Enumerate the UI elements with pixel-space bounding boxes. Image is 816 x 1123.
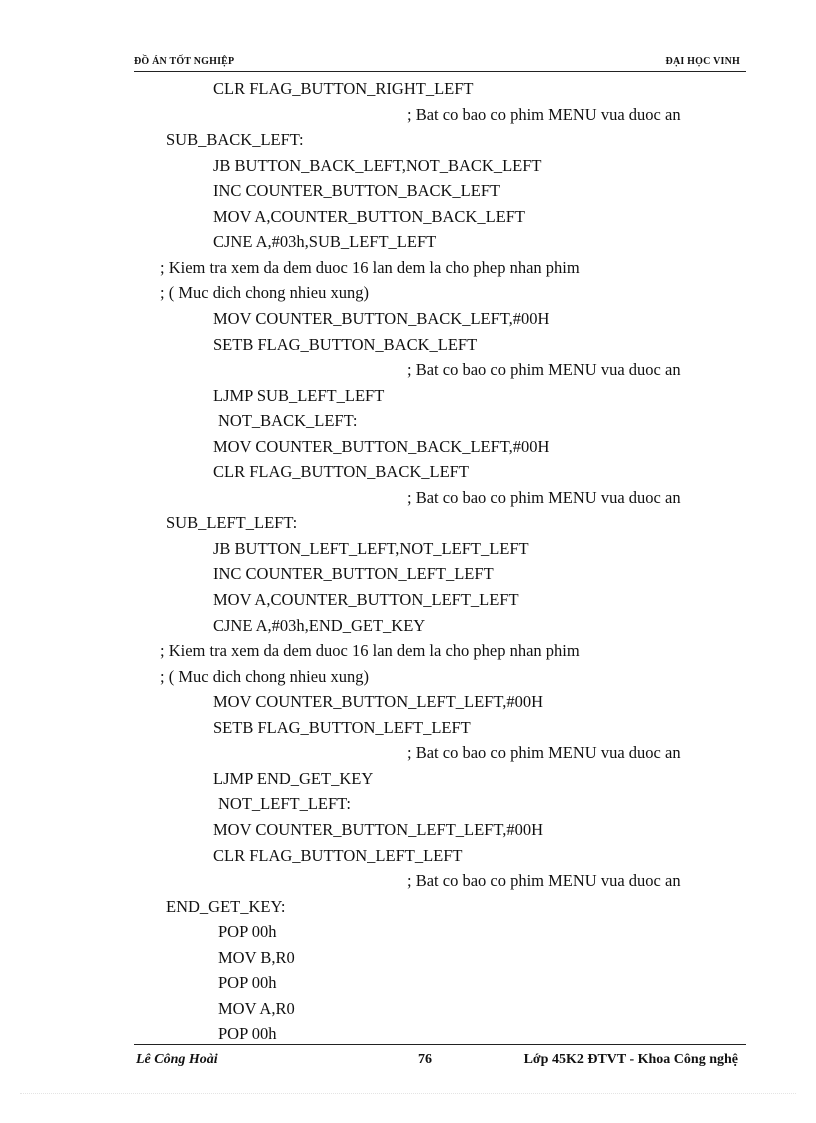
code-comment-line: ; Bat co bao co phim MENU vua duoc an [407,105,681,124]
code-comment-line: ; Bat co bao co phim MENU vua duoc an [407,360,681,379]
code-comment-line: ; Kiem tra xem da dem duoc 16 lan dem la cho phep nhan phim [160,641,580,660]
code-line: CLR FLAG_BUTTON_BACK_LEFT [213,462,469,481]
page-header [134,56,746,70]
code-line: MOV A,COUNTER_BUTTON_BACK_LEFT [213,207,525,226]
code-line: CLR FLAG_BUTTON_LEFT_LEFT [213,846,463,865]
code-line: SETB FLAG_BUTTON_LEFT_LEFT [213,718,471,737]
header-left-title: ĐỒ ÁN TỐT NGHIỆP [134,56,235,67]
code-comment-line: ; Bat co bao co phim MENU vua duoc an [407,488,681,507]
code-line: SUB_BACK_LEFT: [166,130,304,149]
code-line: CJNE A,#03h,SUB_LEFT_LEFT [213,232,437,251]
code-line: POP 00h [218,922,277,941]
code-comment-line: ; ( Muc dich chong nhieu xung) [160,667,369,686]
code-line: LJMP SUB_LEFT_LEFT [213,386,385,405]
code-line: LJMP END_GET_KEY [213,769,374,788]
code-line: MOV A,COUNTER_BUTTON_LEFT_LEFT [213,590,519,609]
footer-divider [134,1044,746,1045]
code-line: END_GET_KEY: [166,897,286,916]
code-comment-line: ; Bat co bao co phim MENU vua duoc an [407,743,681,762]
code-line: CJNE A,#03h,END_GET_KEY [213,616,426,635]
code-line: INC COUNTER_BUTTON_LEFT_LEFT [213,564,494,583]
header-right-title: ĐẠI HỌC VINH [665,56,740,67]
code-line: MOV COUNTER_BUTTON_LEFT_LEFT,#00H [213,820,543,839]
code-line: NOT_BACK_LEFT: [218,411,358,430]
page-bottom-divider [20,1093,796,1094]
code-line: NOT_LEFT_LEFT: [218,794,351,813]
code-line: MOV COUNTER_BUTTON_BACK_LEFT,#00H [213,309,550,328]
code-line: POP 00h [218,1024,277,1043]
code-line: SUB_LEFT_LEFT: [166,513,298,532]
code-line: MOV COUNTER_BUTTON_BACK_LEFT,#00H [213,437,550,456]
code-comment-line: ; Bat co bao co phim MENU vua duoc an [407,871,681,890]
code-comment-line: ; ( Muc dich chong nhieu xung) [160,283,369,302]
footer-page-number: 76 [418,1052,432,1067]
code-line: MOV A,R0 [218,999,295,1018]
code-line: CLR FLAG_BUTTON_RIGHT_LEFT [213,79,474,98]
code-line: SETB FLAG_BUTTON_BACK_LEFT [213,335,478,354]
footer-author: Lê Công Hoài [136,1052,218,1067]
code-comment-line: ; Kiem tra xem da dem duoc 16 lan dem la cho phep nhan phim [160,258,580,277]
code-line: MOV COUNTER_BUTTON_LEFT_LEFT,#00H [213,692,543,711]
code-line: INC COUNTER_BUTTON_BACK_LEFT [213,181,501,200]
code-line: JB BUTTON_LEFT_LEFT,NOT_LEFT_LEFT [213,539,529,558]
header-divider [134,71,746,72]
code-line: POP 00h [218,973,277,992]
code-line: JB BUTTON_BACK_LEFT,NOT_BACK_LEFT [213,156,542,175]
footer-class-info: Lớp 45K2 ĐTVT - Khoa Công nghệ [523,1052,738,1067]
code-line: MOV B,R0 [218,948,295,967]
page-footer [134,1052,746,1072]
